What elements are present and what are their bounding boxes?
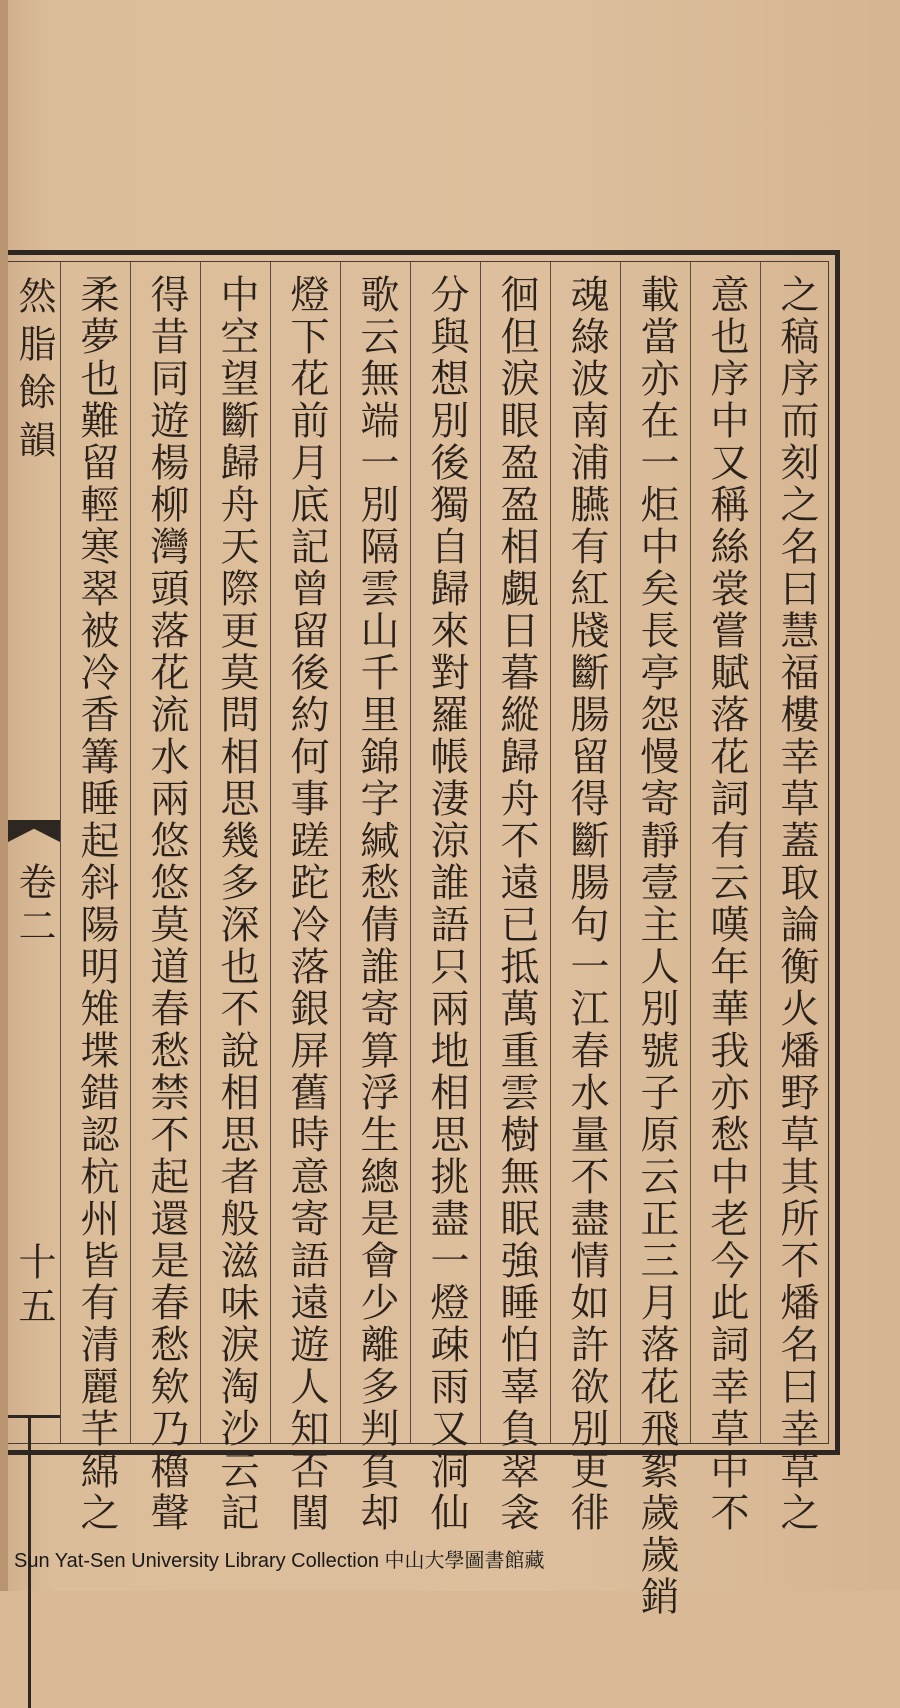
text-column (60, 262, 131, 1534)
column-text: 燈下花前月底記曾留後約何事蹉跎冷落銀屏舊時意寄語遠遊人知否閨 (284, 274, 329, 1534)
column-text: 魂綠波南浦臙有紅牋斷腸留得斷腸句一江春水量不盡情如許欲別更徘 (564, 274, 609, 1534)
library-credit: Sun Yat-Sen University Library Collection 中山大學圖書館藏 (14, 1550, 545, 1572)
text-column (340, 262, 411, 1534)
column-text: 意也序中又稱絲裳嘗賦落花詞有云嘆年華我亦愁中老今此詞幸草中不 (704, 274, 749, 1534)
column-text: 載當亦在一炬中矣長亭怨慢寄靜壹主人別號子原云正三月落花飛絮歲歲銷 (634, 274, 679, 1618)
column-text: 得昔同遊楊柳灣頭落花流水兩悠悠莫道春愁禁不起還是春愁欸乃櫓聲 (144, 274, 189, 1534)
column-text: 徊但淚眼盈盈相覷日暮縱歸舟不遠已抵萬重雲樹無眠強睡怕辜負翠衾 (494, 274, 539, 1534)
text-column (690, 262, 761, 1534)
column-text: 歌云無端一別隔雲山千里錦字緘愁倩誰寄算浮生總是會少離多判負却 (354, 274, 399, 1534)
text-column (620, 262, 691, 1618)
text-column (550, 262, 621, 1534)
text-column (270, 262, 341, 1534)
text-column (130, 262, 201, 1534)
text-column (480, 262, 551, 1534)
page-number: 十五 (12, 1242, 56, 1330)
text-column (760, 262, 831, 1534)
paper-left-edge (0, 0, 8, 1591)
column-text: 中空望斷歸舟天際更莫問相思幾多深也不說相思者般滋味淚淘沙云記 (214, 274, 259, 1534)
column-text: 柔夢也難留輕寒翠被冷香篝睡起斜陽明雉堞錯認杭州皆有清麗芊綿之 (74, 274, 119, 1534)
block-center-margin (8, 262, 60, 1443)
book-title: 然脂餘韻 (12, 276, 56, 468)
text-column (200, 262, 271, 1534)
text-column (410, 262, 481, 1534)
margin-rule (8, 1415, 60, 1418)
volume-number: 卷二 (12, 862, 56, 950)
fish-tail-mark (8, 820, 60, 842)
column-text: 之稿序而刻之名曰慧福樓幸草蓋取論衡火燔野草其所不燔名曰幸草之 (774, 274, 819, 1534)
column-text: 分與想別後獨自歸來對羅帳淒涼誰語只兩地相思挑盡一燈疎雨又洞仙 (424, 274, 469, 1534)
